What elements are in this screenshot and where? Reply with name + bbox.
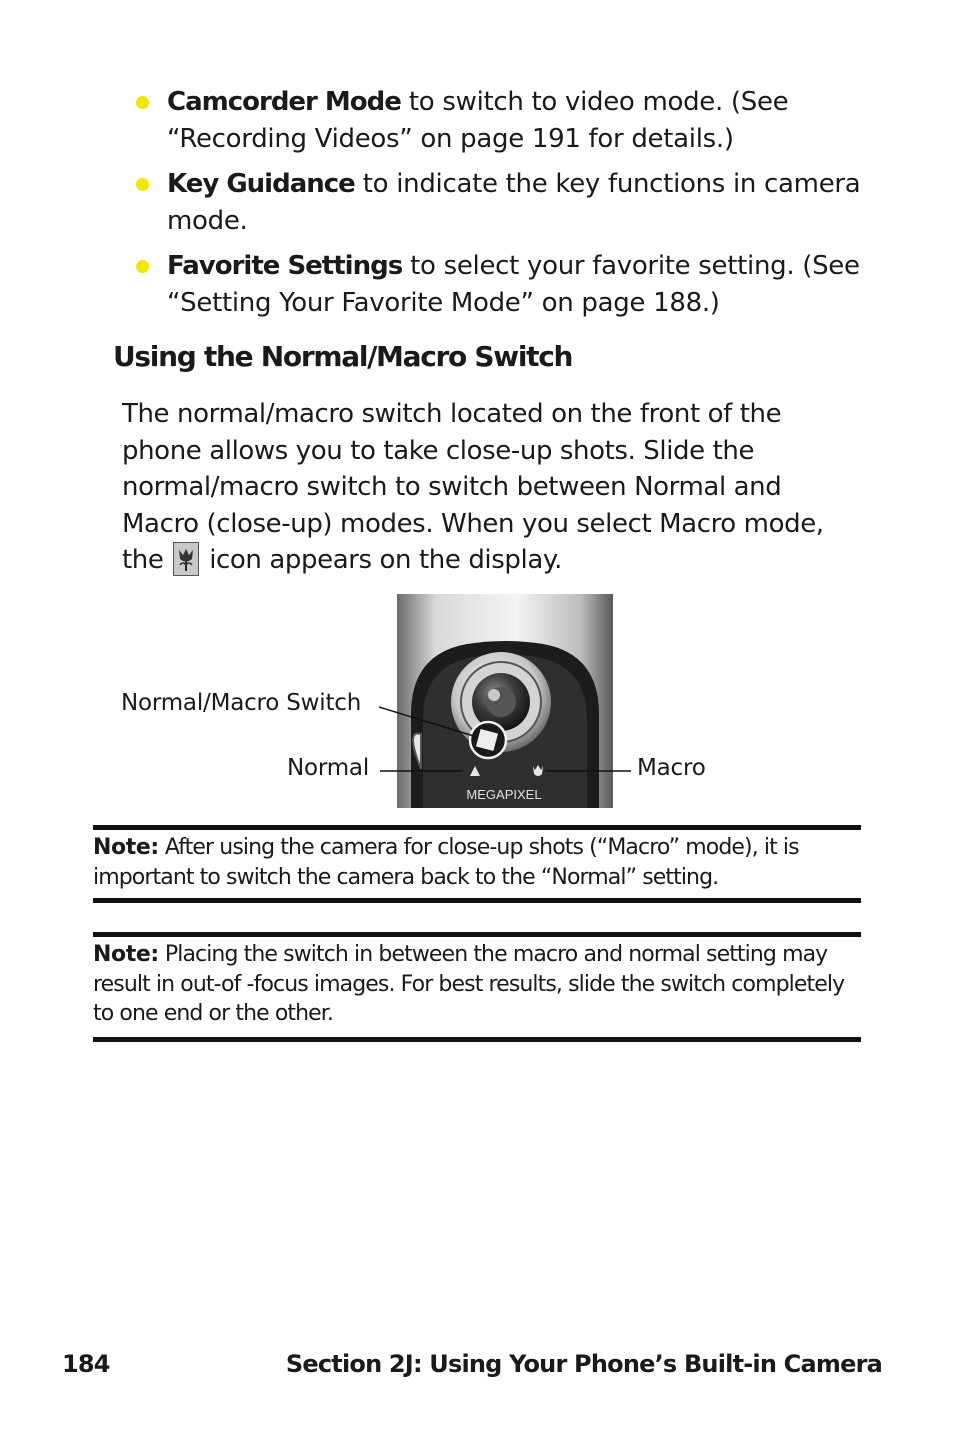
page-number: 184 — [62, 1350, 110, 1378]
description: to select your favorite setting. (See “Setting Your Favorite Mode” on page 188.) — [167, 251, 860, 318]
term: Camcorder Mode — [167, 87, 401, 117]
note-box — [93, 932, 861, 1042]
label-normal: Normal — [287, 755, 370, 781]
term: Key Guidance — [167, 169, 355, 199]
note-label: Note: — [93, 835, 159, 860]
note-label: Note: — [93, 942, 159, 967]
label-macro: Macro — [637, 755, 706, 781]
description: to indicate the key functions in camera mode. — [167, 169, 861, 236]
paragraph-text: icon appears on the display. — [201, 545, 563, 575]
paragraph-text: The normal/macro switch located on the front of the phone allows you to take close-up shots. Slide the normal/macro switch to switch between Normal and Macro (close-up) modes. When you select Macro mode, the — [122, 399, 824, 575]
note-text: After using the camera for close-up shots (“Macro” mode), it is important to switch the camera back to the “Normal” setting. — [93, 835, 799, 890]
note-text: Placing the switch in between the macro and normal setting may result in out-of -focus images. For best results, slide the switch completely to one end or the other. — [93, 942, 845, 1026]
label-normal-macro-switch: Normal/Macro Switch — [121, 690, 362, 716]
description: to switch to video mode. (See “Recording Videos” on page 191 for details.) — [167, 87, 789, 154]
note-box — [93, 825, 861, 903]
section-title: Section 2J: Using Your Phone’s Built-in Camera — [285, 1350, 882, 1378]
term: Favorite Settings — [167, 251, 403, 281]
section-heading: Using the Normal/Macro Switch — [113, 340, 573, 373]
callout-line-switch — [379, 707, 477, 737]
brand-label: MEGAPIXEL — [466, 787, 542, 802]
